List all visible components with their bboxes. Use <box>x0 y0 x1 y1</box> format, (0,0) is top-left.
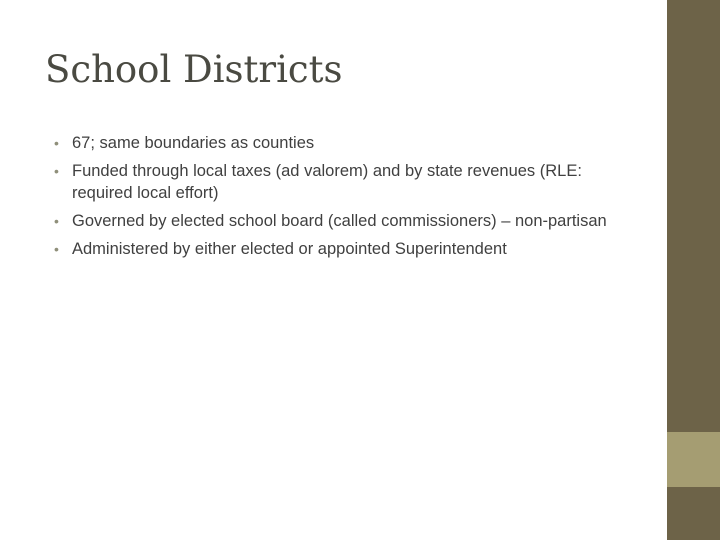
bullet-item-funding <box>54 160 614 204</box>
bullet-item-counties <box>54 132 614 154</box>
bullet-item-governance <box>54 210 614 232</box>
bullet-text: Administered by either elected or appointed Superintendent <box>72 240 507 258</box>
decorative-sidebar-accent <box>667 432 720 487</box>
bullet-text: 67; same boundaries as counties <box>72 134 315 152</box>
slide-title: School Districts <box>45 48 343 91</box>
bullet-dot-icon: • <box>54 241 59 257</box>
bullet-dot-icon: • <box>54 213 59 229</box>
bullet-text: Funded through local taxes (ad valorem) and by state revenues (RLE: required local effort) <box>72 162 582 202</box>
bullet-list <box>54 132 614 266</box>
bullet-dot-icon: • <box>54 135 59 151</box>
bullet-dot-icon: • <box>54 163 59 179</box>
bullet-text: Governed by elected school board (called commissioners) – non-partisan <box>72 212 607 230</box>
bullet-item-superintendent <box>54 238 614 260</box>
